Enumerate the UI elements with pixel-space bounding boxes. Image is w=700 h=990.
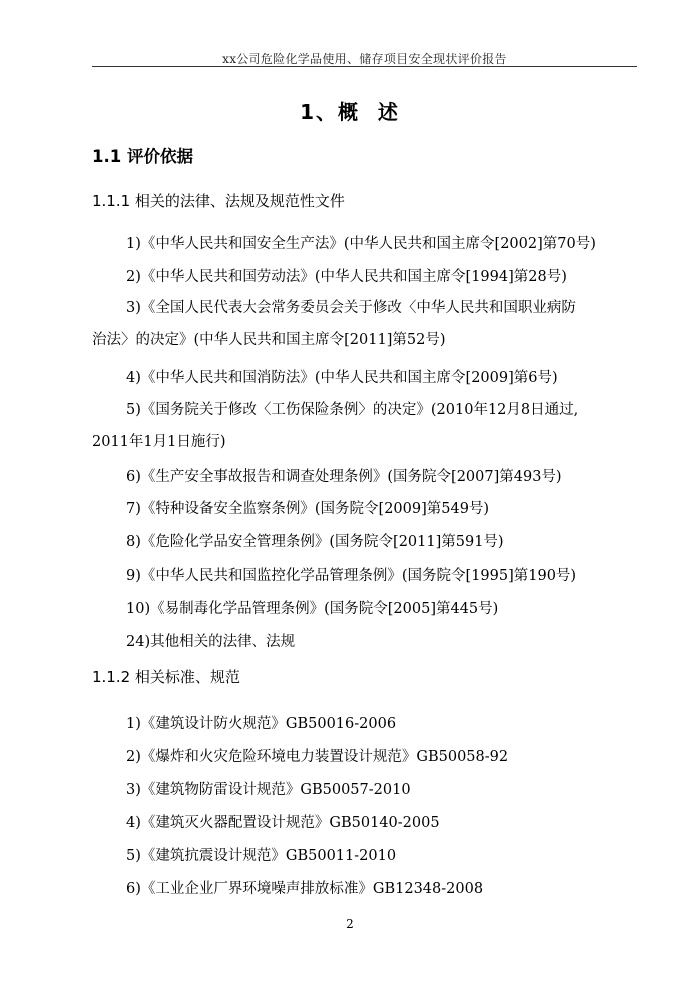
standard-item-2: 2)《爆炸和火灾危险环境电力装置设计规范》GB50058-92 <box>126 749 509 765</box>
standard-item-4: 4)《建筑灭火器配置设计规范》GB50140-2005 <box>126 815 440 831</box>
law-item-3-line-1: 3)《全国人民代表大会常务委员会关于修改〈中华人民共和国职业病防 <box>126 300 576 316</box>
law-item-6: 6)《生产安全事故报告和调查处理条例》(国务院令[2007]第493号) <box>126 469 562 485</box>
subsection-heading-laws: 1.1.1 相关的法律、法规及规范性文件 <box>92 192 345 210</box>
law-item-3 <box>92 292 638 356</box>
law-item-2: 2)《中华人民共和国劳动法》(中华人民共和国主席令[1994]第28号) <box>126 269 567 285</box>
law-item-3-line-2: 治法〉的决定》(中华人民共和国主席令[2011]第52号) <box>92 332 446 348</box>
header-rule <box>92 66 637 67</box>
section-heading: 1.1 评价依据 <box>92 147 193 166</box>
law-item-7: 7)《特种设备安全监察条例》(国务院令[2009]第549号) <box>126 501 490 517</box>
law-item-4: 4)《中华人民共和国消防法》(中华人民共和国主席令[2009]第6号) <box>126 370 558 386</box>
standard-item-1: 1)《建筑设计防火规范》GB50016-2006 <box>126 716 397 732</box>
standard-item-5: 5)《建筑抗震设计规范》GB50011-2010 <box>126 848 397 864</box>
law-item-5 <box>92 394 638 458</box>
law-item-9: 9)《中华人民共和国监控化学品管理条例》(国务院令[1995]第190号) <box>126 568 577 584</box>
running-header: xx公司危险化学品使用、储存项目安全现状评价报告 <box>222 52 507 66</box>
law-item-10: 10)《易制毒化学品管理条例》(国务院令[2005]第445号) <box>126 601 499 617</box>
law-item-1: 1)《中华人民共和国安全生产法》(中华人民共和国主席令[2002]第70号) <box>126 236 596 252</box>
law-item-24: 24)其他相关的法律、法规 <box>126 634 296 650</box>
law-item-5-line-2: 2011年1月1日施行) <box>92 434 226 450</box>
standard-item-3: 3)《建筑物防雷设计规范》GB50057-2010 <box>126 782 411 798</box>
subsection-heading-standards: 1.1.2 相关标准、规范 <box>92 668 240 686</box>
law-item-5-line-1: 5)《国务院关于修改〈工伤保险条例〉的决定》(2010年12月8日通过, <box>126 402 579 418</box>
standard-item-6: 6)《工业企业厂界环境噪声排放标准》GB12348-2008 <box>126 881 484 897</box>
law-item-8: 8)《危险化学品安全管理条例》(国务院令[2011]第591号) <box>126 534 504 550</box>
chapter-title: 1、概 述 <box>300 100 400 124</box>
page-number: 2 <box>346 917 354 931</box>
